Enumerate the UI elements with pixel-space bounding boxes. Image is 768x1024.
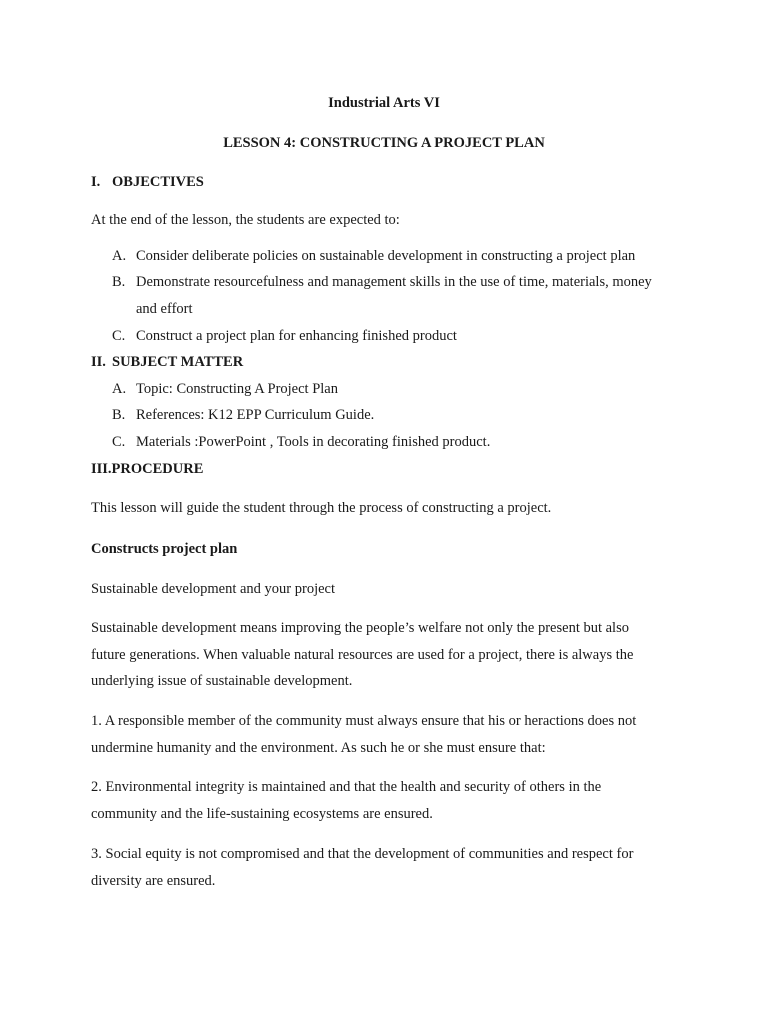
subject-title: Industrial Arts VI (328, 95, 440, 111)
paragraph-line: 1. A responsible member of the community must always ensure that his or heractions does not (91, 713, 637, 729)
paragraph-line: Sustainable development means improving the people’s welfare not only the present but also (91, 620, 629, 636)
objectives-heading: OBJECTIVES (112, 174, 204, 190)
procedure-subheading: Constructs project plan (91, 541, 238, 557)
paragraph-line: underlying issue of sustainable development. (91, 673, 353, 689)
list-marker: A. (112, 381, 127, 397)
objectives-intro: At the end of the lesson, the students are expected to: (91, 212, 400, 228)
paragraph-line: undermine humanity and the environment. As such he or she must ensure that: (91, 740, 546, 756)
list-item-text: Consider deliberate policies on sustainable development in constructing a project plan (136, 248, 636, 264)
list-item-text: Demonstrate resourcefulness and management skills in the use of time, materials, money (136, 274, 652, 290)
list-item-text: References: K12 EPP Curriculum Guide. (136, 407, 375, 423)
subject-matter-numeral: II. (91, 354, 106, 370)
list-item-text: Topic: Constructing A Project Plan (136, 381, 338, 397)
paragraph-line: diversity are ensured. (91, 873, 216, 889)
list-marker: C. (112, 328, 126, 344)
procedure-heading: III.PROCEDURE (91, 461, 204, 477)
procedure-intro: This lesson will guide the student through the process of constructing a project. (91, 500, 552, 516)
list-item-text: Construct a project plan for enhancing finished product (136, 328, 457, 344)
list-marker: B. (112, 274, 126, 290)
subject-matter-heading: SUBJECT MATTER (112, 354, 244, 370)
lesson-title: LESSON 4: CONSTRUCTING A PROJECT PLAN (223, 135, 545, 151)
paragraph-line: community and the life-sustaining ecosystems are ensured. (91, 806, 433, 822)
list-item-continuation: and effort (136, 301, 193, 317)
paragraph-line: future generations. When valuable natural resources are used for a project, there is always the (91, 647, 634, 663)
procedure-topic: Sustainable development and your project (91, 581, 336, 597)
paragraph-line: 2. Environmental integrity is maintained and that the health and security of others in the (91, 779, 602, 795)
list-item-text: Materials :PowerPoint , Tools in decorating finished product. (136, 434, 491, 450)
paragraph-line: 3. Social equity is not compromised and that the development of communities and respect for (91, 846, 634, 862)
list-marker: A. (112, 248, 127, 264)
objectives-numeral: I. (91, 174, 101, 190)
list-marker: B. (112, 407, 126, 423)
list-marker: C. (112, 434, 126, 450)
